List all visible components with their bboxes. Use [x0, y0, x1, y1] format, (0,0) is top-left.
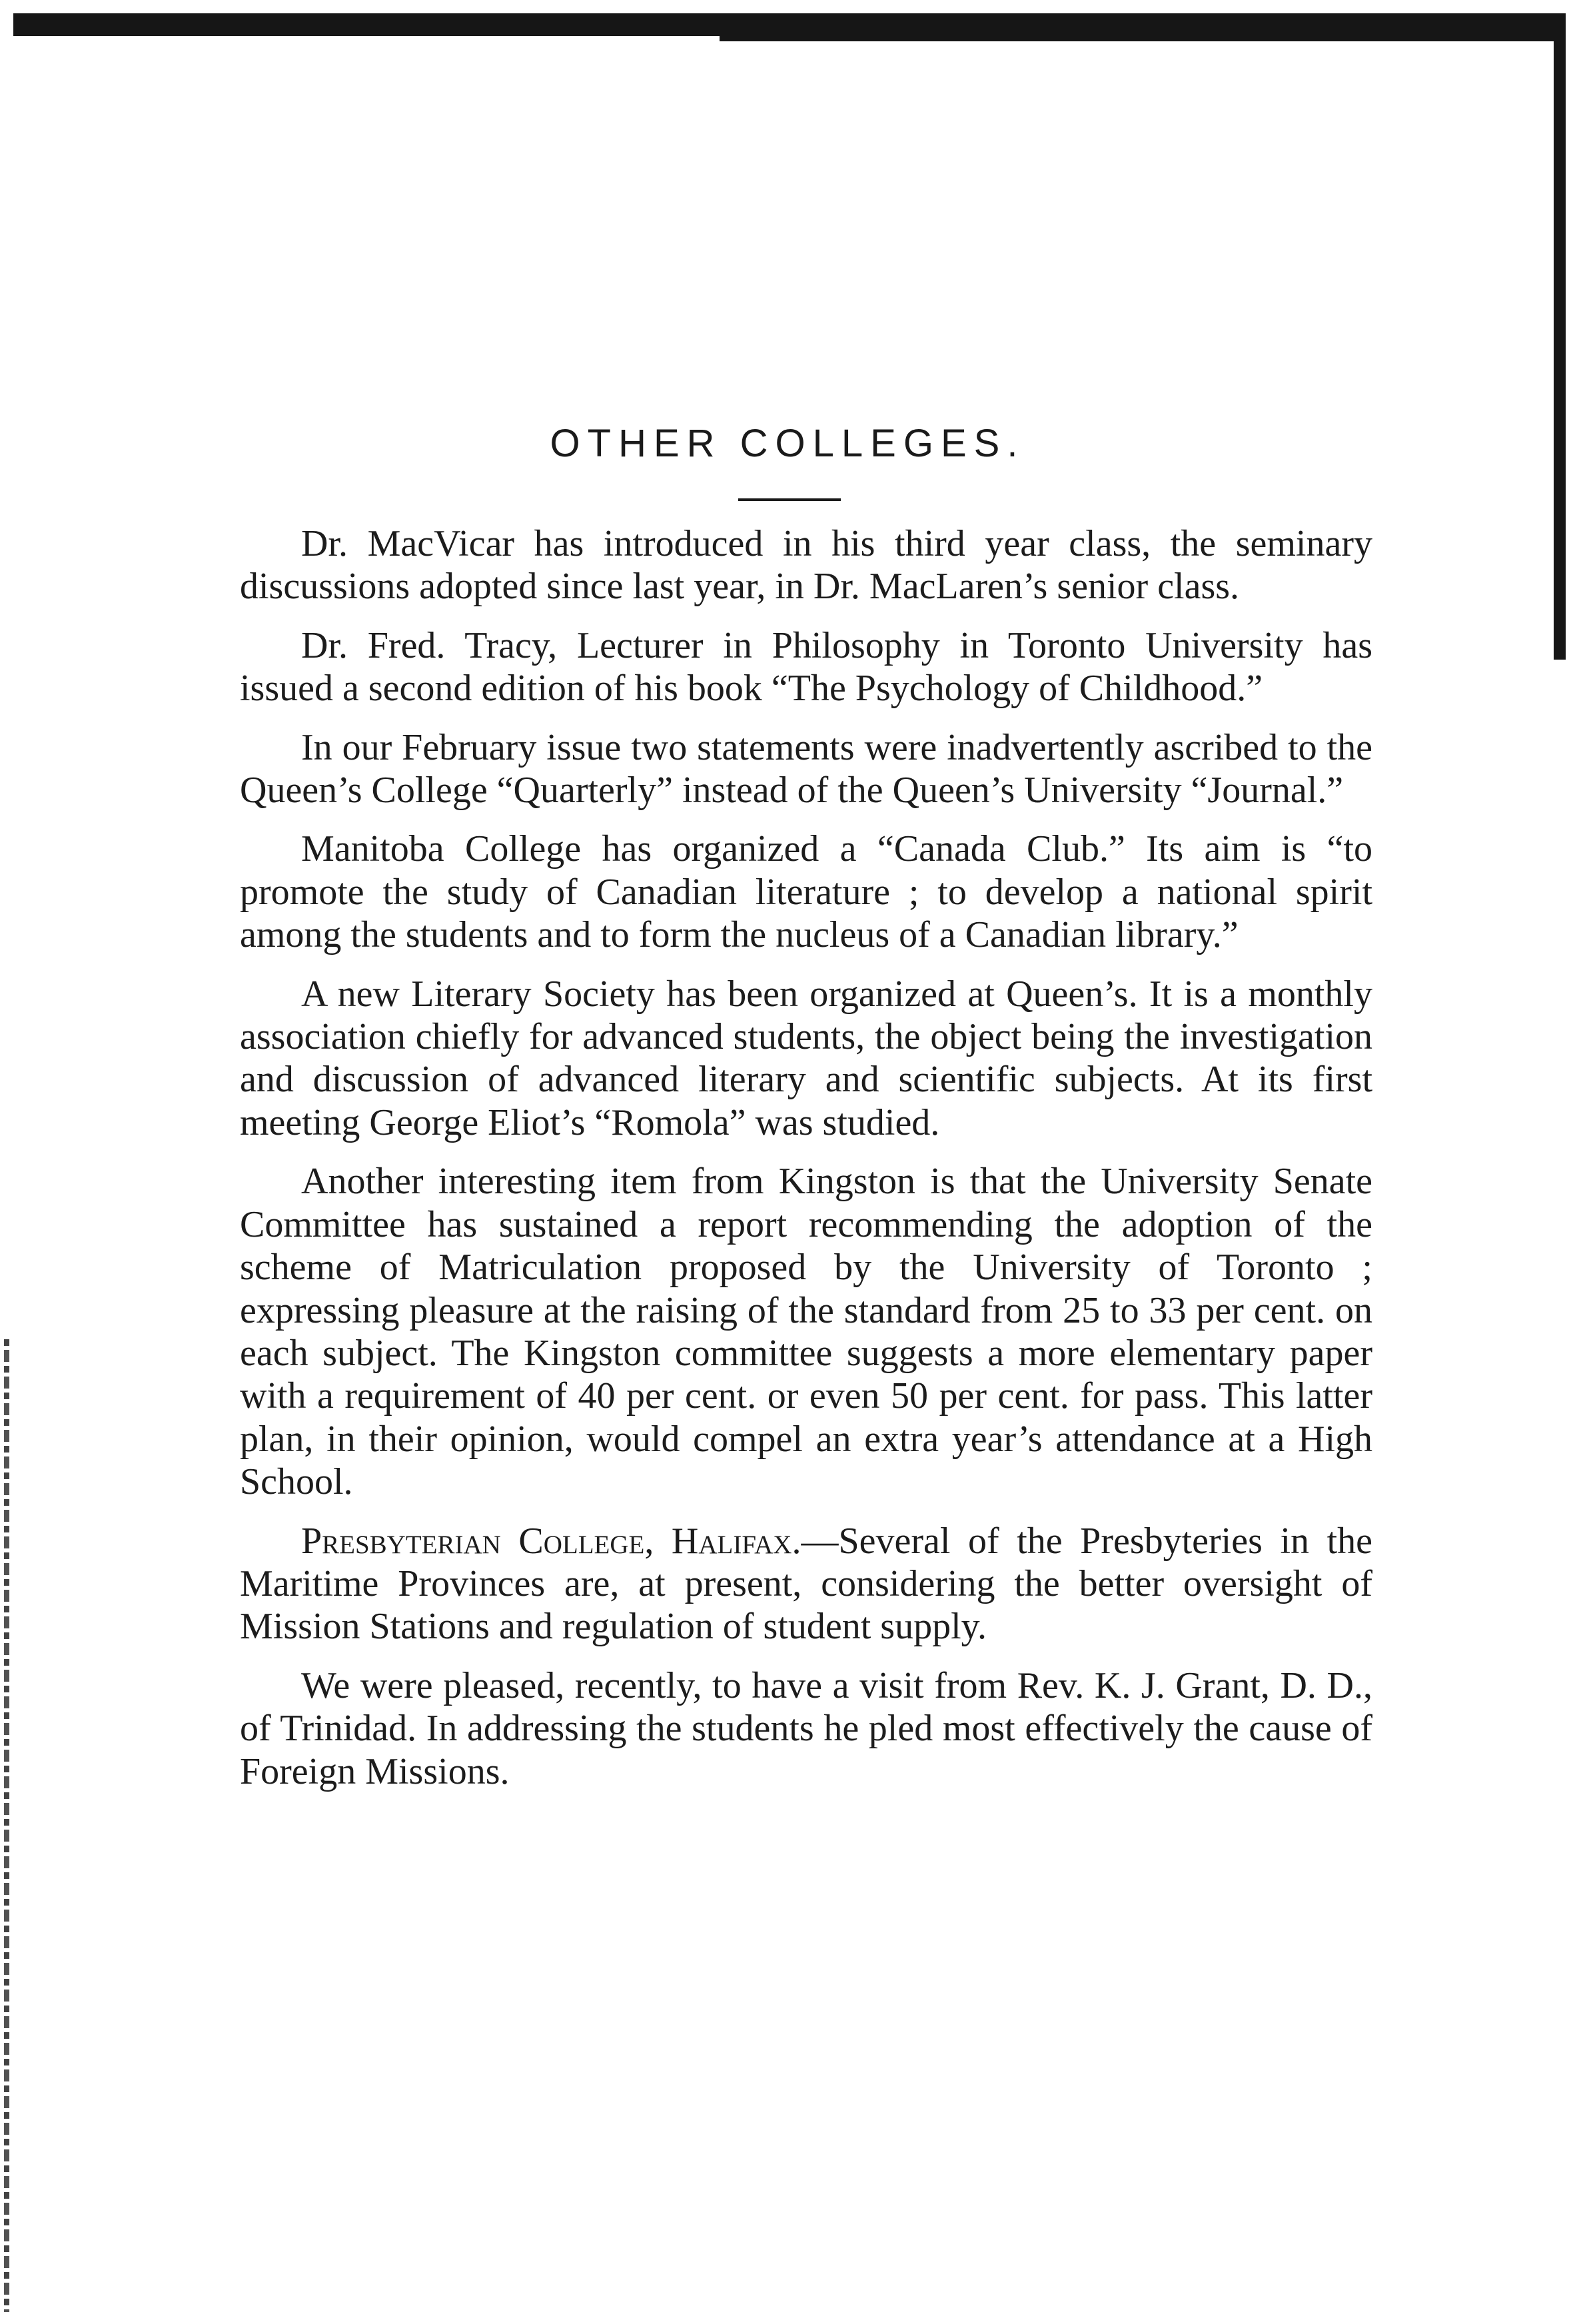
paragraph-tracy: Dr. Fred. Tracy, Lecturer in Philosophy in Toronto University has issued a second edition of his book “The Psychology of Childhood.” [240, 624, 1372, 710]
paragraph-macvicar: Dr. MacVicar has introduced in his third year class, the seminary discussions adopted since last year, in Dr. MacLaren’s senior class. [240, 523, 1372, 608]
left-edge-scan-artifact [4, 1339, 9, 2312]
paragraph-presbyterian [240, 1520, 1372, 1648]
paragraph-grant-visit: We were pleased, recently, to have a visit from Rev. K. J. Grant, D. D., of Trinidad. In addressing the students he pled most effectively the cause of Foreign Missions. [240, 1664, 1372, 1792]
presbyterian-text: —Several of the Presbyteries in the Maritime Provinces are, at present, considering the better oversight of Mission Stations and regulation of student supply. [240, 1520, 1372, 1648]
paragraph-literary-society: A new Literary Society has been organized at Queen’s. It is a monthly association chiefly for advanced students, the object being the investigation and discussion of advanced literary and scientific subjects. At its first meeting George Eliot’s “Romola” was studied. [240, 973, 1372, 1143]
page-title: OTHER COLLEGES. [550, 422, 1025, 465]
title-divider [738, 498, 841, 501]
article-body [240, 522, 1372, 1809]
top-border-rule [13, 13, 1566, 36]
paragraph-manitoba: Manitoba College has organized a “Canada Club.” Its aim is “to promote the study of Canadian literature ; to develop a national spirit among the students and to form the nucleus of a Canadian library.” [240, 828, 1372, 956]
top-border-rule-thin [720, 36, 1566, 41]
presbyterian-heading: Presbyterian College, Halifax. [301, 1520, 801, 1562]
paragraph-february-issue: In our February issue two statements were inadvertently ascribed to the Queen’s College “Quarterly” instead of the Queen’s University “Journal.” [240, 726, 1372, 812]
right-border-rule [1554, 33, 1566, 660]
paragraph-kingston: Another interesting item from Kingston is that the University Senate Committee has sustained a report recommending the adoption of the scheme of Matriculation proposed by the University of Toronto ; expressing pleasure at the raising of the standard from 25 to 33 per cent. on each subject. The Kingston committee suggests a more elementary paper with a requirement of 40 per cent. or even 50 per cent. for pass. This latter plan, in their opinion, would compel an extra year’s attendance at a High School. [240, 1161, 1372, 1503]
